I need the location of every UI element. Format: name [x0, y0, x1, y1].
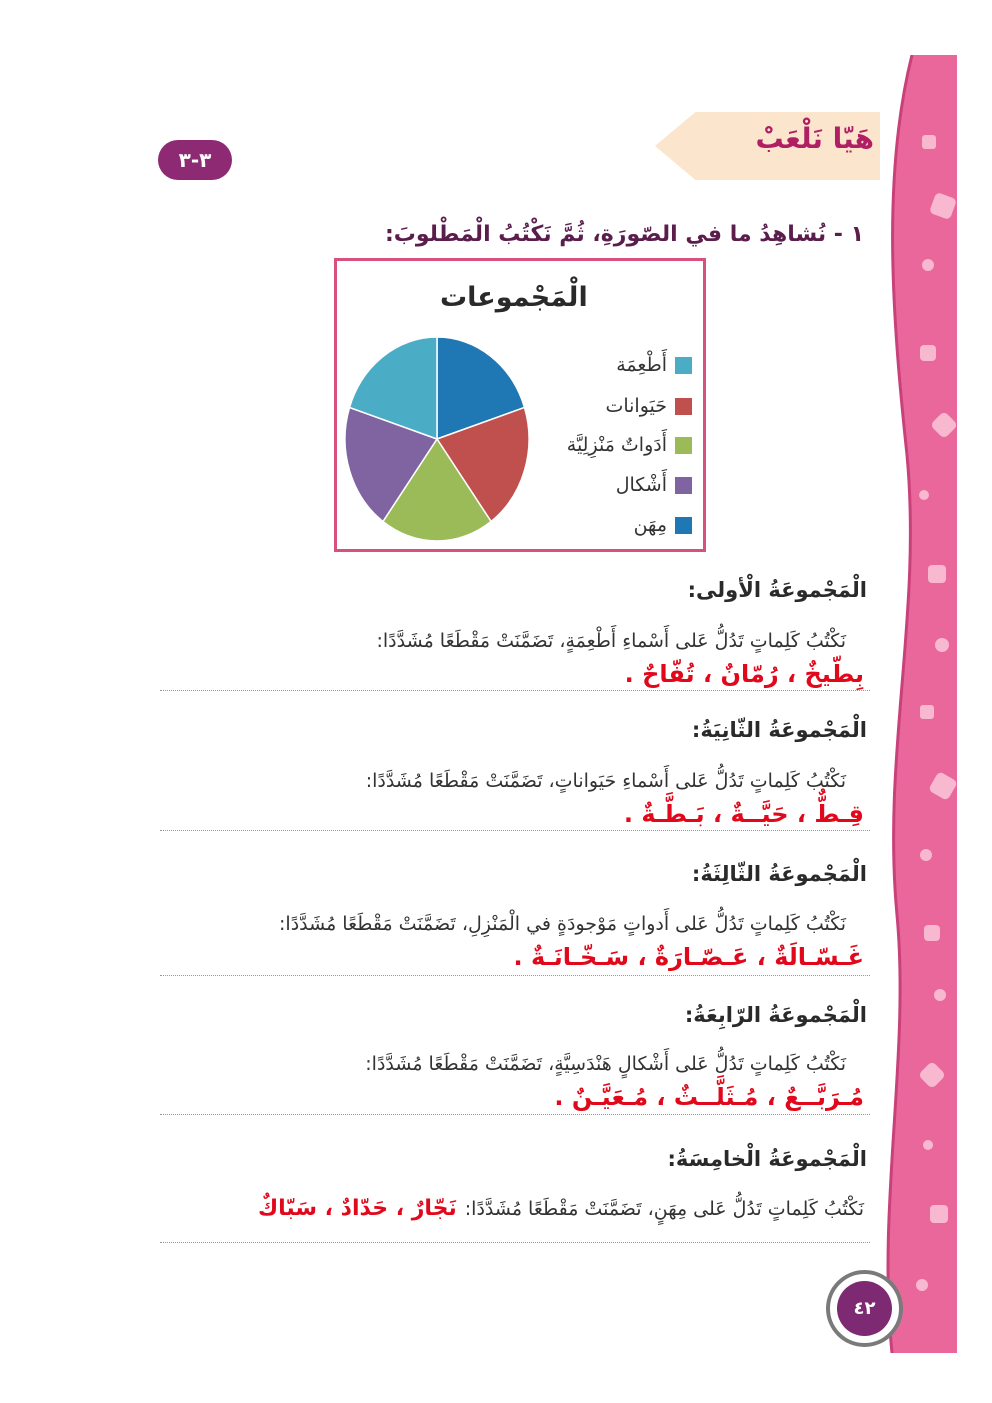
group-5-question: نَكْتُبُ كَلِماتٍ تَدُلُّ عَلى مِهَنٍ، تَضَمَّنَتْ مَقْطَعًا مُشَدَّدًا: — [464, 1198, 864, 1220]
group-4-title: الْمَجْموعَةُ الرّابِعَةُ: — [684, 1003, 867, 1027]
answer-line — [160, 1242, 870, 1243]
legend-swatch — [675, 437, 692, 454]
legend-label: أَشْكال — [615, 474, 667, 496]
legend-swatch — [675, 398, 692, 415]
group-1-answer: بِطّيخٌ ، رُمّانٌ ، تُفّاحٌ . — [624, 660, 864, 688]
group-2-answer: قِـطٌّ ، حَيَّــةٌ ، بَـطَّـةٌ . — [623, 800, 864, 828]
answer-line — [160, 830, 870, 831]
lesson-number-badge: ٣-٣ — [158, 140, 232, 180]
legend-label: أَطْعِمَة — [616, 354, 667, 376]
group-5-title: الْمَجْموعَةُ الْخامِسَةُ: — [667, 1147, 867, 1171]
legend-swatch — [675, 517, 692, 534]
group-5-row — [258, 1196, 864, 1221]
group-1-title: الْمَجْموعَةُ الْأولى: — [687, 578, 867, 602]
page-number-badge — [826, 1270, 903, 1347]
legend-label: مِهَن — [633, 514, 667, 536]
group-3-title: الْمَجْموعَةُ الثّالِثَةُ: — [691, 862, 867, 886]
legend-swatch — [675, 477, 692, 494]
legend-item — [605, 395, 692, 417]
question-instruction: ١ - نُشاهِدُ ما في الصّورَةِ، ثُمَّ نَكْتُبُ الْمَطْلوبَ: — [384, 222, 864, 247]
answer-line — [160, 975, 870, 976]
legend-label: حَيَوانات — [605, 395, 667, 417]
group-2-title: الْمَجْموعَةُ الثّانِيَةُ: — [691, 718, 867, 742]
legend-item — [567, 434, 692, 456]
legend-item — [634, 514, 692, 536]
answer-line — [160, 690, 870, 691]
page-title: هَيّا نَلْعَبْ — [755, 122, 874, 155]
group-2-question: نَكْتُبُ كَلِماتٍ تَدُلُّ عَلى أَسْماءِ حَيَواناتٍ، تَضَمَّنَتْ مَقْطَعًا مُشَدَّدًا: — [365, 770, 846, 792]
group-4-question: نَكْتُبُ كَلِماتٍ تَدُلُّ عَلى أَشْكالٍ هَنْدَسِيَّةٍ، تَضَمَّنَتْ مَقْطَعًا مُشَدَّدًا: — [365, 1053, 846, 1075]
group-5-answer: نَجّارٌ ، حَدّادٌ ، سَبّاكٌ — [257, 1196, 457, 1221]
legend-item — [616, 354, 692, 376]
group-1-question: نَكْتُبُ كَلِماتٍ تَدُلُّ عَلى أَسْماءِ أَطْعِمَةٍ، تَضَمَّنَتْ مَقْطَعًا مُشَدَّدًا: — [376, 630, 846, 652]
group-4-answer: مُـرَبَّــعٌ ، مُـثَلَّــثٌ ، مُـعَيَّـنٌ . — [554, 1083, 864, 1111]
answer-line — [160, 1114, 870, 1115]
legend-item — [616, 474, 692, 496]
group-3-answer: غَـسّـالَةٌ ، عَـصّـارَةٌ ، سَـخّـانَـةٌ . — [513, 943, 864, 971]
decorative-side-border — [862, 55, 957, 1353]
pie-chart — [343, 335, 531, 543]
chart-title: الْمَجْموعات — [440, 282, 588, 313]
legend-swatch — [675, 357, 692, 374]
legend-label: أَدَواتٌ مَنْزِلِيَّة — [566, 434, 667, 456]
page-number: ٤٢ — [837, 1281, 892, 1336]
group-3-question: نَكْتُبُ كَلِماتٍ تَدُلُّ عَلى أَدواتٍ مَوْجودَةٍ في الْمَنْزِلِ، تَضَمَّنَتْ مَقْطَعًا مُشَدَّدًا: — [279, 913, 846, 935]
